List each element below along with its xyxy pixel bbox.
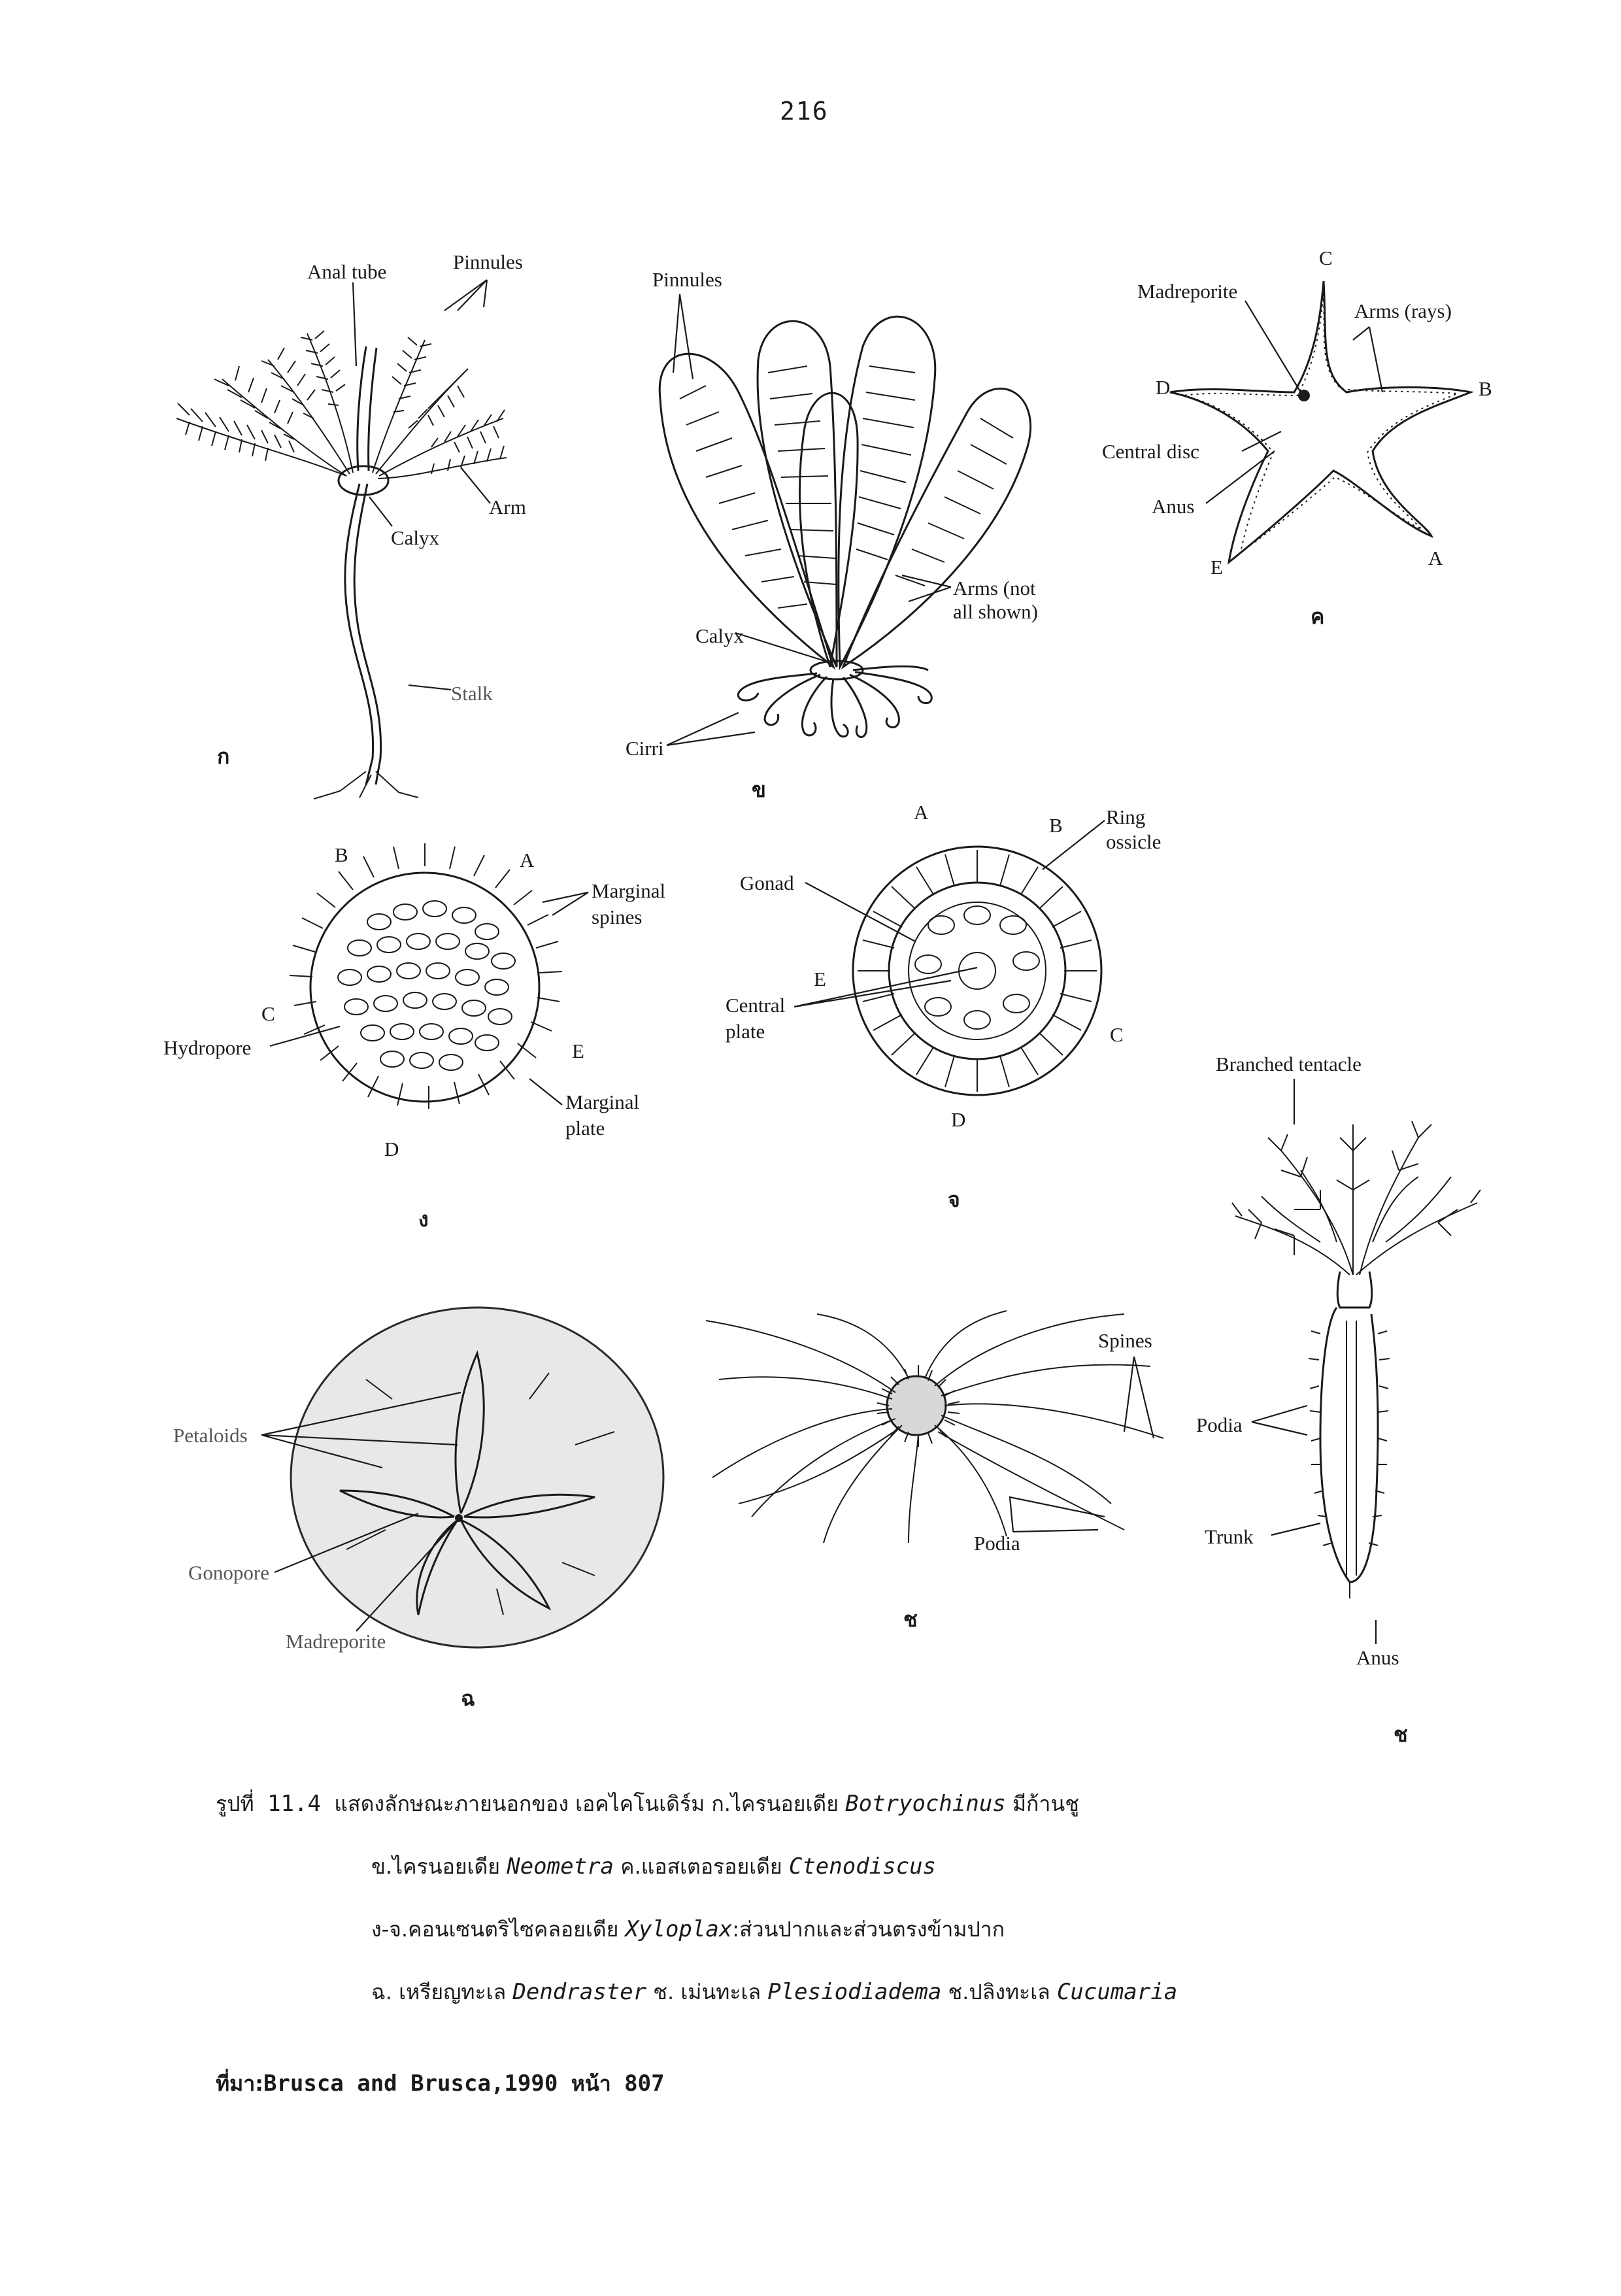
label-arm: Arm xyxy=(489,496,526,518)
label-arms-b-2: all shown) xyxy=(953,600,1039,623)
label-c-pA: A xyxy=(1428,547,1443,569)
label-c-pC: C xyxy=(1319,246,1333,269)
label-pinnules-b: Pinnules xyxy=(652,268,722,291)
label-podia-g: Podia xyxy=(974,1532,1020,1555)
figure-letter-f: ฉ xyxy=(461,1686,475,1711)
label-gonopore: Gonopore xyxy=(188,1561,269,1584)
caption-source xyxy=(216,2067,665,2101)
label-petaloids: Petaloids xyxy=(173,1424,248,1447)
label-podia-h: Podia xyxy=(1196,1413,1243,1436)
caption-line-1 xyxy=(216,1787,1079,1821)
label-ring-ossicle-2: ossicle xyxy=(1106,830,1161,853)
caption-species-ctenodiscus: Ctenodiscus xyxy=(788,1853,937,1880)
label-d-pD: D xyxy=(384,1138,399,1160)
label-c-pE: E xyxy=(1211,556,1223,579)
caption-source-page-word: หน้า xyxy=(571,2071,611,2096)
label-marginal-plate-2: plate xyxy=(565,1117,605,1140)
caption-line-4-text-1: ฉ. เหรียญทะเล xyxy=(371,1980,513,2004)
label-c-pB: B xyxy=(1479,377,1492,400)
label-e-pC: C xyxy=(1110,1023,1124,1046)
caption-species-dendraster: Dendraster xyxy=(512,1979,647,2005)
caption-line-3-text-2: :ส่วนปากและส่วนตรงข้ามปาก xyxy=(732,1917,1005,1942)
caption-line-2 xyxy=(371,1850,936,1883)
label-arms-b-1: Arms (not xyxy=(953,577,1036,599)
label-branched-tentacle: Branched tentacle xyxy=(1216,1053,1362,1075)
caption-line-1-text: แสดงลักษณะภายนอกของ เอคไคโนเดิร์ม ก.ไครนอยเดีย xyxy=(334,1791,846,1816)
caption-line-3-text-1: ง-จ.คอนเซนตริไซคลอยเดีย xyxy=(371,1917,626,1942)
label-d-pA: A xyxy=(520,849,535,871)
label-anal-tube: Anal tube xyxy=(307,260,387,283)
page-number: 216 xyxy=(780,97,829,126)
caption-source-citation: Brusca and Brusca,1990 xyxy=(263,2070,571,2097)
caption-prefix: รูปที่ xyxy=(216,1791,254,1816)
label-calyx-b: Calyx xyxy=(695,624,744,647)
label-anus-c: Anus xyxy=(1152,495,1195,518)
label-calyx-a: Calyx xyxy=(391,526,440,549)
figure-letter-d: ง xyxy=(418,1207,429,1232)
caption-species-cucumaria: Cucumaria xyxy=(1056,1979,1178,2005)
label-madreporite-f: Madreporite xyxy=(286,1630,386,1653)
label-hydropore: Hydropore xyxy=(163,1036,252,1059)
caption-line-3 xyxy=(371,1913,1005,1946)
label-marginal-plate-1: Marginal xyxy=(565,1090,640,1113)
label-anus-h: Anus xyxy=(1356,1646,1399,1669)
label-c-pD: D xyxy=(1156,376,1171,399)
label-d-pE: E xyxy=(572,1039,584,1062)
figure-letter-c: ค xyxy=(1311,604,1325,629)
figure-letter-b: ข xyxy=(752,777,766,802)
label-d-pC: C xyxy=(261,1002,275,1025)
label-central-disc: Central disc xyxy=(1102,440,1199,463)
label-gonad: Gonad xyxy=(740,871,794,894)
label-e-pE: E xyxy=(814,968,826,990)
figure-letter-e: จ xyxy=(948,1187,960,1212)
caption-source-page-number: 807 xyxy=(610,2070,665,2097)
caption-species-plesiodiadema: Plesiodiadema xyxy=(767,1979,942,2005)
label-spines: Spines xyxy=(1098,1329,1152,1352)
label-ring-ossicle-1: Ring xyxy=(1106,805,1146,828)
figure-letter-a: ก xyxy=(217,744,230,769)
label-central-plate-2: plate xyxy=(726,1020,765,1043)
label-pinnules-a: Pinnules xyxy=(453,250,523,273)
caption-line-2-text-1: ข.ไครนอยเดีย xyxy=(371,1854,507,1879)
caption-line-4-text-2: ช. เม่นทะเล xyxy=(646,1980,768,2004)
label-d-pB: B xyxy=(335,843,348,866)
caption-species-xyloplax: Xyloplax xyxy=(625,1916,733,1942)
caption-source-prefix: ที่มา: xyxy=(216,2071,263,2096)
label-e-pD: D xyxy=(951,1108,966,1131)
caption-line-4 xyxy=(371,1976,1177,2009)
figure-letter-g: ช xyxy=(903,1607,918,1632)
label-cirri: Cirri xyxy=(626,737,664,760)
label-central-plate-1: Central xyxy=(726,994,786,1017)
label-stalk: Stalk xyxy=(451,682,493,705)
label-madreporite-c: Madreporite xyxy=(1137,280,1238,303)
caption-line-2-text-2: ค.แอสเตอรอยเดีย xyxy=(613,1854,789,1879)
caption-line-1-suffix: มีก้านชู xyxy=(1005,1791,1079,1816)
label-e-pB: B xyxy=(1049,814,1063,837)
label-marginal-spines-2: spines xyxy=(592,905,643,928)
caption-species-botryochinus: Botryochinus xyxy=(845,1791,1006,1817)
caption-figure-number: 11.4 xyxy=(254,1791,335,1817)
caption-species-neometra: Neometra xyxy=(507,1853,614,1880)
caption-line-4-text-3: ช.ปลิงทะเล xyxy=(941,1980,1057,2004)
figure-letter-h: ช xyxy=(1394,1722,1408,1747)
label-arms-rays: Arms (rays) xyxy=(1354,299,1452,322)
label-e-pA: A xyxy=(914,801,929,824)
label-marginal-spines-1: Marginal xyxy=(592,879,666,902)
label-trunk: Trunk xyxy=(1205,1525,1254,1548)
